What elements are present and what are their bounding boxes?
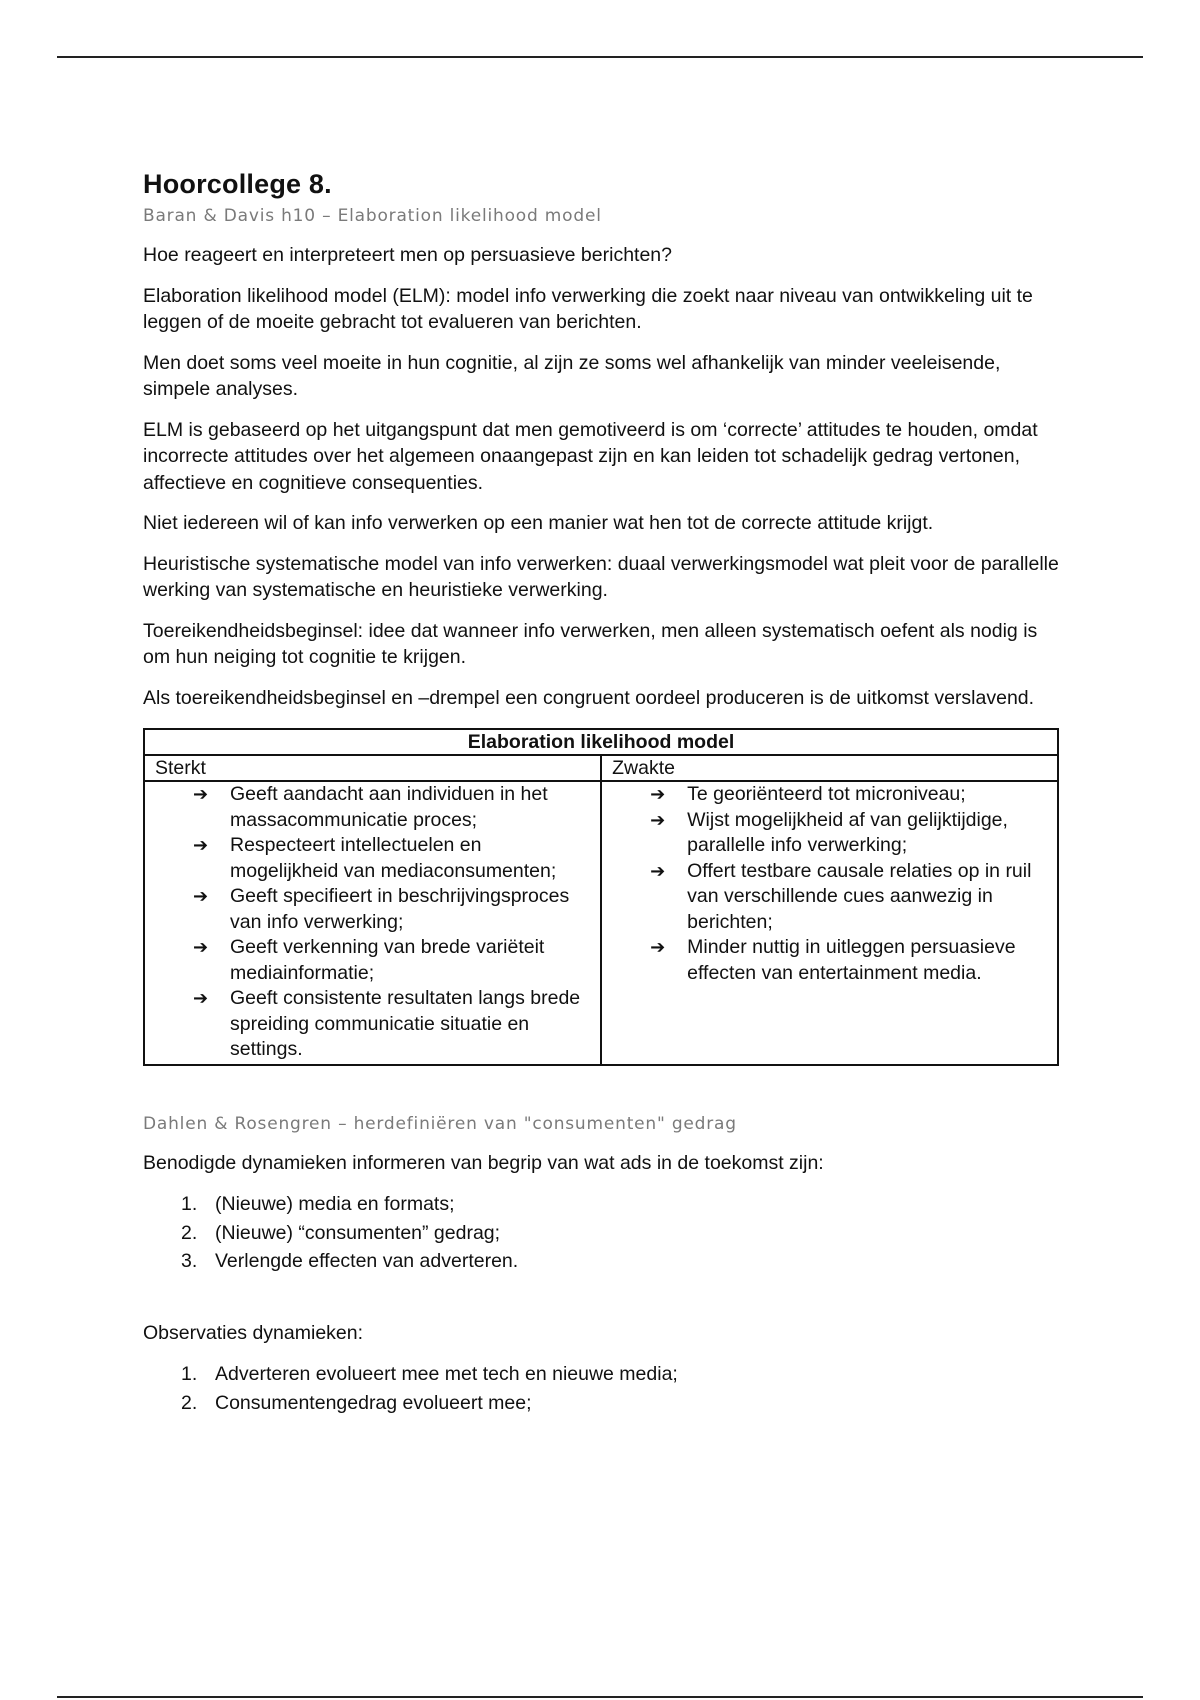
dynamics-list — [143, 1190, 1063, 1276]
strengths-cell — [144, 781, 601, 1065]
arrow-right-icon: ➔ — [193, 835, 209, 856]
list-item: ➔ Wijst mogelijkheid af van gelijktijdige, parallelle info verwerking; — [650, 808, 1008, 856]
list-item: 1. Adverteren evolueert mee met tech en nieuwe media; — [181, 1363, 678, 1385]
arrow-right-icon: ➔ — [193, 886, 209, 907]
list-item: ➔ Minder nuttig in uitleggen persuasieve effecten van entertainment media. — [650, 936, 1016, 984]
list-item: ➔ Te georiënteerd tot microniveau; — [650, 782, 1047, 808]
paragraph-elm-basis: ELM is gebaseerd op het uitgangspunt dat men gemotiveerd is om ‘correcte’ attitudes te houden, omdat incorrecte attitudes over het algemeen onaangepast zijn en kan leiden tot schadelijk gedrag vertonen, affectieve en cognitieve consequenties. — [143, 418, 1038, 494]
paragraph-sufficiency: Toereikendheidsbeginsel: idee dat wanneer info verwerken, men alleen systematisch oefent als nodig is om hun neiging tot cognitie te krijgen. — [143, 619, 1038, 668]
list-item: 1. (Nieuwe) media en formats; — [181, 1193, 455, 1215]
list-item: ➔ Geeft consistente resultaten langs brede spreiding communicatie situatie en settings. — [193, 987, 581, 1060]
list-item: 2. Consumentengedrag evolueert mee; — [181, 1391, 532, 1414]
page-content — [143, 168, 1063, 1417]
paragraph-question: Hoe reageert en interpreteert men op persuasieve berichten? — [143, 244, 672, 266]
observations-list — [143, 1360, 1063, 1417]
header-rule — [57, 56, 1143, 58]
paragraph-not-everyone: Niet iedereen wil of kan info verwerken op een manier wat hen tot de correcte attitude krijgt. — [143, 512, 934, 534]
list-item: 2. (Nieuwe) “consumenten” gedrag; — [181, 1221, 501, 1244]
list-item: ➔ Geeft aandacht aan individuen in het massacommunicatie proces; — [193, 783, 548, 831]
list-item: 3. Verlengde effecten van adverteren. — [181, 1250, 519, 1272]
arrow-right-icon: ➔ — [193, 784, 209, 805]
weaknesses-cell — [601, 781, 1058, 1065]
arrow-right-icon: ➔ — [650, 860, 666, 882]
paragraph-heuristic-model: Heuristische systematische model van info verwerken: duaal verwerkingsmodel wat pleit voor de parallelle werking van systematische en heuristieke verwerking. — [143, 552, 1059, 601]
paragraph-cognition: Men doet soms veel moeite in hun cognitie, al zijn ze soms wel afhankelijk van minder veeleisende, simpele analyses. — [143, 351, 1001, 400]
list-item: ➔ Respecteert intellectuelen en mogelijkheid van mediaconsumenten; — [193, 834, 557, 882]
footer-rule — [57, 1696, 1143, 1698]
arrow-right-icon: ➔ — [650, 784, 666, 805]
section-subtitle: Baran & Davis h10 – Elaboration likelihood model — [143, 206, 602, 226]
page-title: Hoorcollege 8. — [143, 169, 332, 199]
paragraph-elm-definition: Elaboration likelihood model (ELM): model info verwerking die zoekt naar niveau van ontwikkeling uit te leggen of de moeite gebracht tot evalueren van berichten. — [143, 284, 1033, 333]
paragraph-dynamics-intro: Benodigde dynamieken informeren van begrip van wat ads in de toekomst zijn: — [143, 1151, 824, 1174]
list-item: ➔ Offert testbare causale relaties op in ruil van verschillende cues aanwezig in berichten; — [650, 859, 1032, 933]
weaknesses-list — [612, 782, 1047, 986]
arrow-right-icon: ➔ — [650, 937, 666, 958]
arrow-right-icon: ➔ — [193, 988, 209, 1009]
table-title: Elaboration likelihood model — [144, 729, 1058, 755]
paragraph-observations: Observaties dynamieken: — [143, 1321, 364, 1344]
list-item: ➔ Geeft specifieert in beschrijvingsproces van info verwerking; — [193, 885, 570, 933]
elm-table — [143, 728, 1059, 1066]
column-header-strengths: Sterkt — [144, 755, 601, 781]
paragraph-threshold: Als toereikendheidsbeginsel en –drempel een congruent oordeel produceren is de uitkomst verslavend. — [143, 686, 1035, 709]
arrow-right-icon: ➔ — [650, 809, 666, 831]
section-subtitle-dahlen: Dahlen & Rosengren – herdefiniëren van "consumenten" gedrag — [143, 1113, 737, 1134]
list-item: ➔ Geeft verkenning van brede variëteit mediainformatie; — [193, 936, 545, 984]
strengths-list — [155, 782, 590, 1063]
column-header-weaknesses: Zwakte — [601, 755, 1058, 781]
arrow-right-icon: ➔ — [193, 937, 209, 958]
